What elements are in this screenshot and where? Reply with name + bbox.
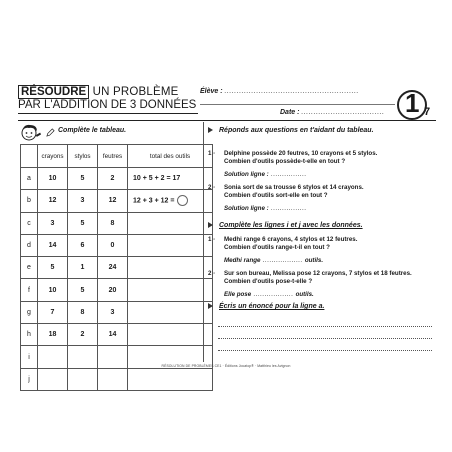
- section-write-statement: Écris un énoncé pour la ligne a.: [208, 303, 324, 310]
- cell-stylos: 2: [68, 324, 98, 346]
- table-row: [21, 168, 213, 190]
- cell-total[interactable]: 10 + 5 + 2 = 17: [128, 168, 213, 190]
- cell-total[interactable]: [128, 279, 213, 301]
- cell-stylos: 5: [68, 279, 98, 301]
- child-face-icon: [18, 122, 42, 142]
- table-row: [21, 368, 213, 390]
- row-label: c: [21, 212, 38, 234]
- cell-stylos: [68, 368, 98, 390]
- cell-crayons: 7: [38, 301, 68, 323]
- cell-feutres: 24: [98, 257, 128, 279]
- cell-total[interactable]: [128, 324, 213, 346]
- answer-field-2[interactable]: Solution ligne : ................: [224, 204, 307, 212]
- eleve-field[interactable]: Élève : .......................................................: [200, 88, 359, 95]
- cell-crayons: [38, 368, 68, 390]
- table-row: [21, 324, 213, 346]
- row-label: f: [21, 279, 38, 301]
- writing-line-3[interactable]: [218, 350, 432, 351]
- cell-feutres: 14: [98, 324, 128, 346]
- sheet-subnumber: 7: [424, 106, 431, 118]
- title-line1-rest: UN PROBLÈME: [89, 86, 179, 98]
- cell-total[interactable]: [128, 368, 213, 390]
- answer-circle[interactable]: [177, 195, 188, 206]
- answer-field-1[interactable]: Solution ligne : ................: [224, 170, 307, 178]
- cell-crayons: 10: [38, 279, 68, 301]
- cell-feutres: 0: [98, 234, 128, 256]
- table-row: [21, 212, 213, 234]
- column-divider: [203, 122, 204, 362]
- arrow-icon: [208, 303, 213, 309]
- table-row: [21, 279, 213, 301]
- left-instruction: [18, 122, 198, 142]
- header-feutres: feutres: [98, 145, 128, 168]
- header-stylos: stylos: [68, 145, 98, 168]
- row-label: g: [21, 301, 38, 323]
- cell-crayons: 3: [38, 212, 68, 234]
- cell-crayons: 14: [38, 234, 68, 256]
- cell-total[interactable]: [128, 257, 213, 279]
- cell-feutres: 12: [98, 190, 128, 212]
- header-crayons: crayons: [38, 145, 68, 168]
- date-field[interactable]: Date : ..................................: [280, 109, 385, 116]
- cell-feutres: 3: [98, 301, 128, 323]
- table-row: [21, 301, 213, 323]
- cell-crayons: 18: [38, 324, 68, 346]
- row-label: i: [21, 346, 38, 368]
- writing-line-2[interactable]: [218, 338, 432, 339]
- cell-feutres: 2: [98, 168, 128, 190]
- section-complete-lines: Complète les lignes i et j avec les données.: [208, 222, 363, 229]
- cell-total[interactable]: [128, 234, 213, 256]
- cell-crayons: 10: [38, 168, 68, 190]
- header-divider: [200, 104, 395, 105]
- top-divider: [18, 120, 436, 121]
- arrow-icon: [208, 222, 213, 228]
- row-label: j: [21, 368, 38, 390]
- answer-field-3[interactable]: Medhi range .................. outils.: [224, 256, 324, 264]
- arrow-icon: [208, 127, 213, 133]
- cell-feutres: 20: [98, 279, 128, 301]
- cell-stylos: 8: [68, 301, 98, 323]
- title-line2: PAR L'ADDITION DE 3 DONNÉES: [18, 99, 198, 114]
- title-keyword: RÉSOUDRE: [18, 85, 89, 99]
- row-label: a: [21, 168, 38, 190]
- cell-stylos: 5: [68, 212, 98, 234]
- sheet-number: 1: [405, 88, 420, 118]
- cell-total[interactable]: [128, 301, 213, 323]
- data-table: [20, 144, 213, 391]
- cell-crayons: 5: [38, 257, 68, 279]
- cell-feutres: [98, 368, 128, 390]
- row-label: d: [21, 234, 38, 256]
- table-header-row: [21, 145, 213, 168]
- table-row: [21, 257, 213, 279]
- cell-feutres: 8: [98, 212, 128, 234]
- answer-field-4[interactable]: Elle pose .................. outils.: [224, 290, 314, 298]
- worksheet-title: [18, 86, 198, 114]
- row-label: b: [21, 190, 38, 212]
- section-answer-questions: Réponds aux questions en t'aidant du tableau.: [208, 127, 374, 134]
- pencil-icon: [46, 128, 55, 137]
- cell-crayons: 12: [38, 190, 68, 212]
- cell-stylos: 5: [68, 168, 98, 190]
- instruction-complete-table: Complète le tableau.: [58, 127, 127, 134]
- row-label: e: [21, 257, 38, 279]
- cell-stylos: 6: [68, 234, 98, 256]
- cell-total[interactable]: [128, 212, 213, 234]
- cell-total[interactable]: 12 + 3 + 12 =: [128, 190, 213, 212]
- table-row: [21, 190, 213, 212]
- cell-stylos: 3: [68, 190, 98, 212]
- header-total: total des outils: [128, 145, 213, 168]
- writing-line-1[interactable]: [218, 326, 432, 327]
- row-label: h: [21, 324, 38, 346]
- table-row: [21, 234, 213, 256]
- footer-credits: RÉSOLUTION DE PROBLÈMES CE1 · Éditions Jocatop® · Matthieu les Avignon: [161, 364, 291, 368]
- cell-stylos: 1: [68, 257, 98, 279]
